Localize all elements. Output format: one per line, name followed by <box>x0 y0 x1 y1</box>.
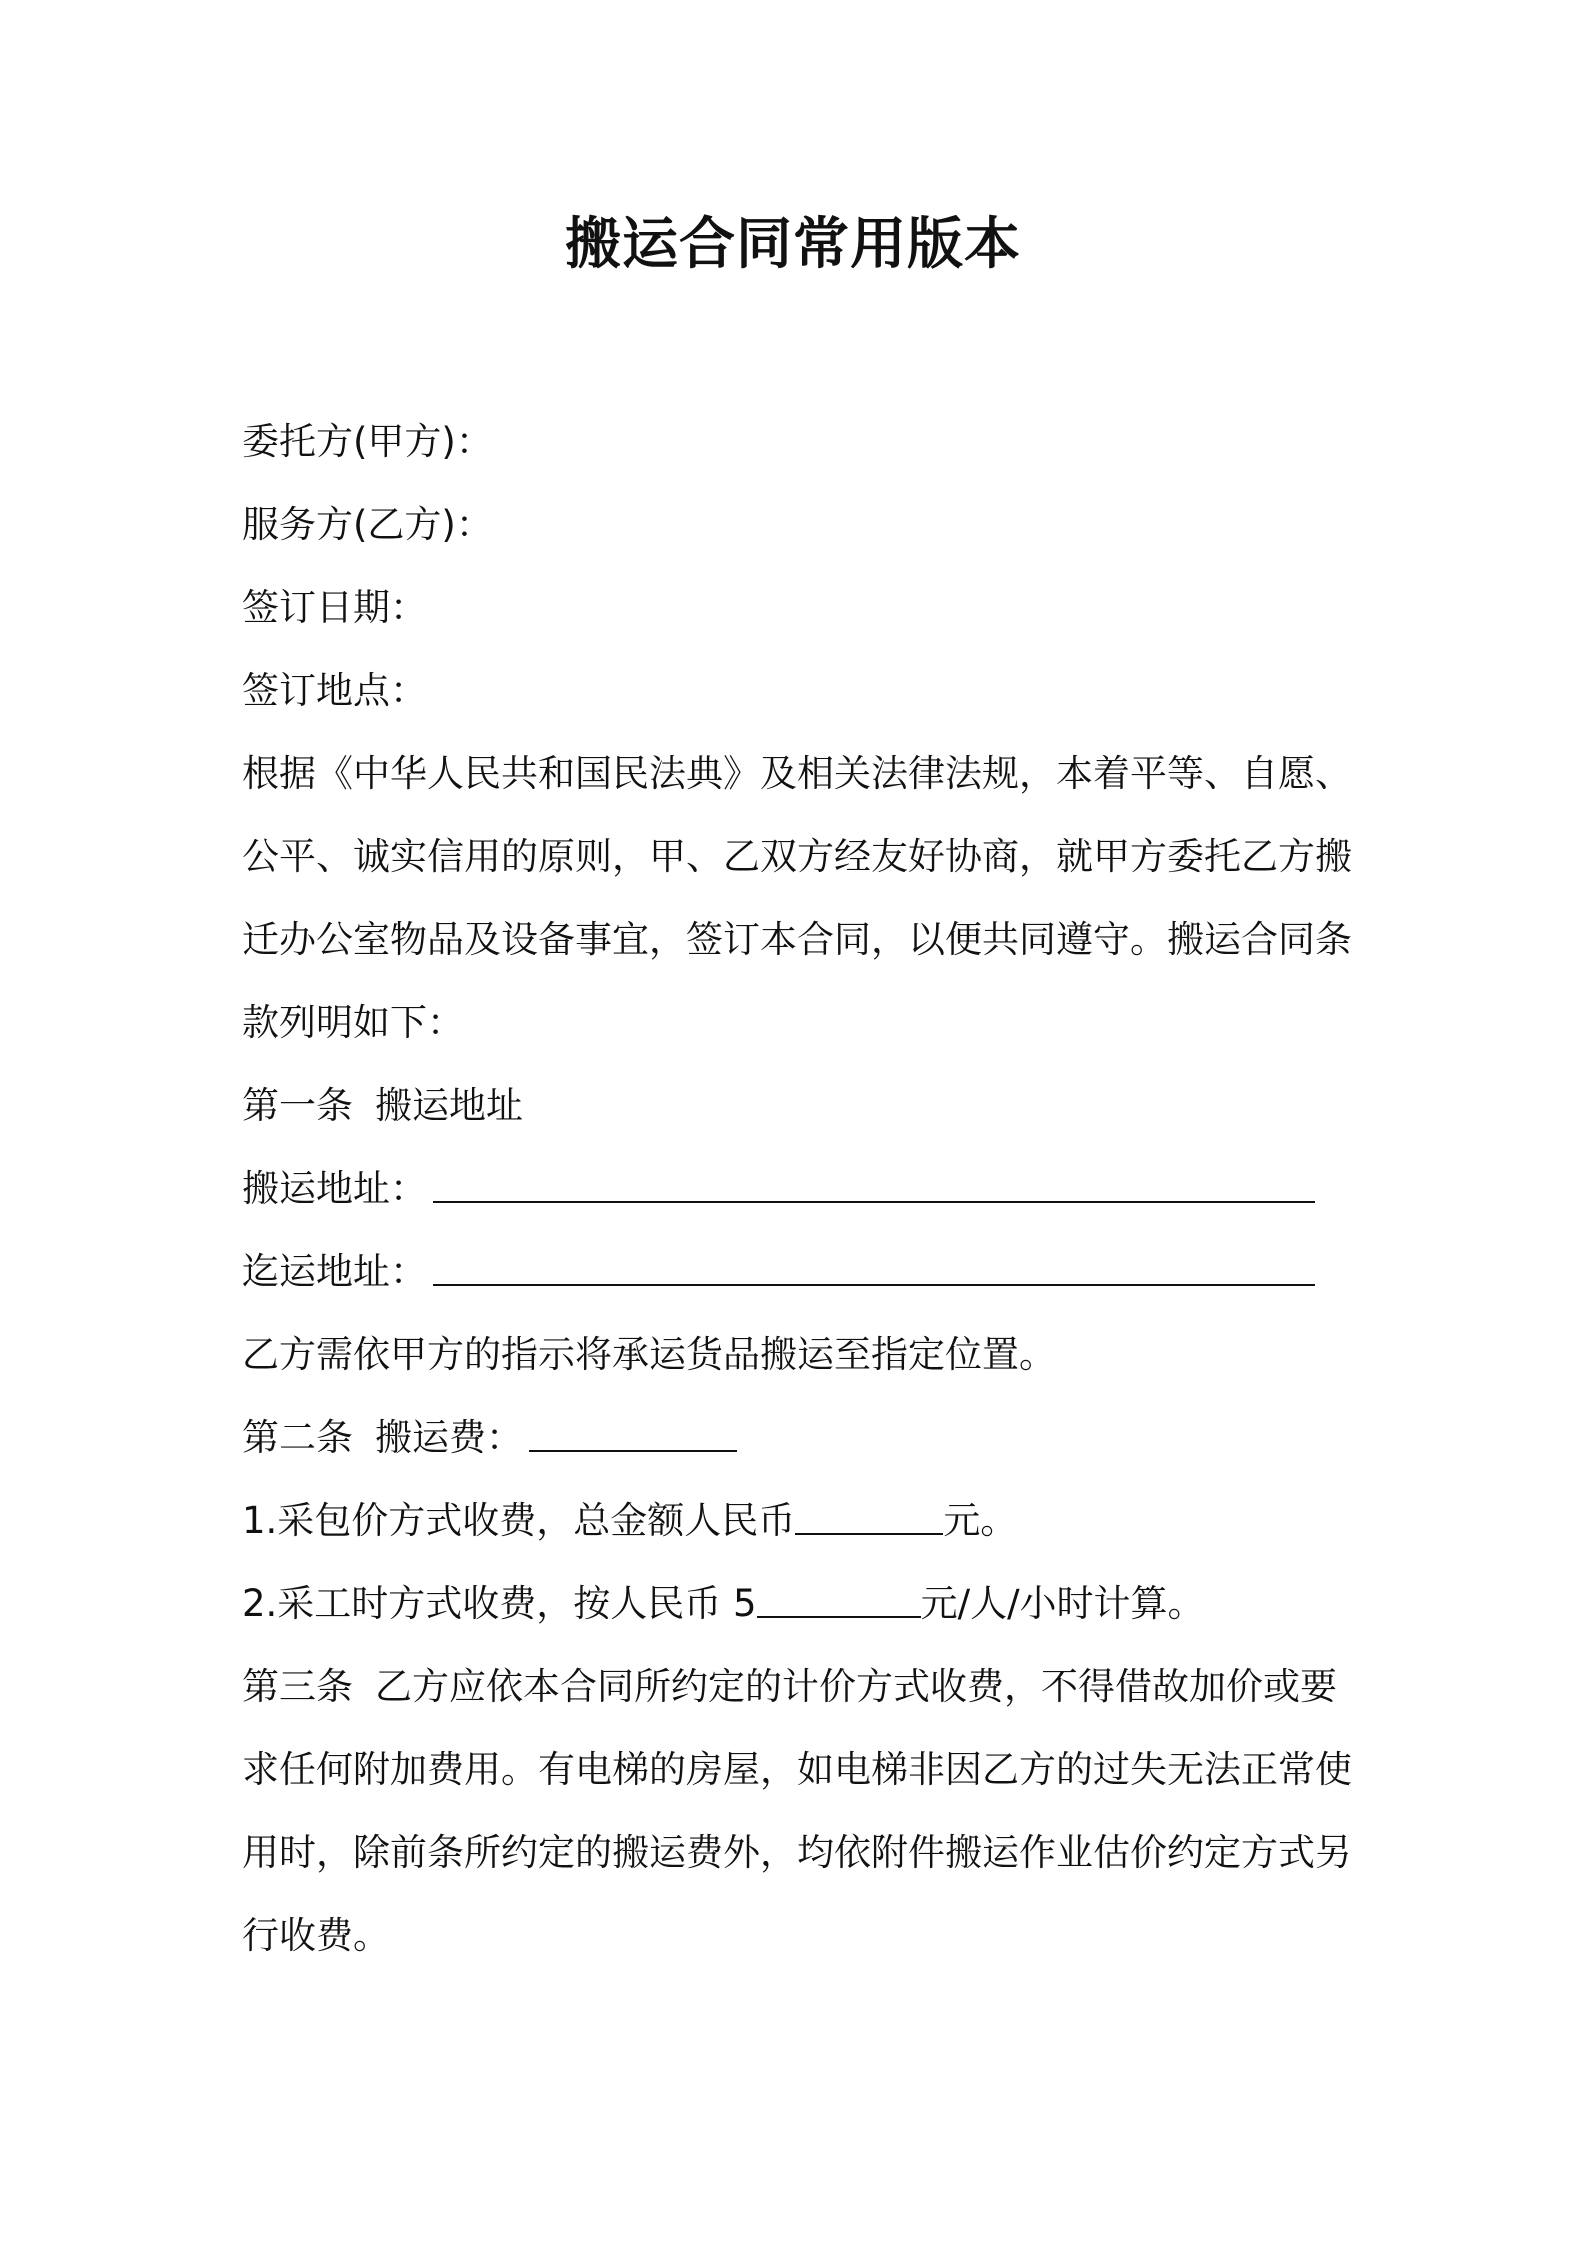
article3-number: 第三条 <box>242 1665 353 1708</box>
article2-item1 <box>242 1479 1362 1562</box>
article1-note: 乙方需依甲方的指示将承运货品搬运至指定位置。 <box>242 1333 1056 1376</box>
item2-prefix: 2.采工时方式收费，按人民币 5 <box>242 1582 757 1625</box>
from-address-line <box>242 1147 1362 1230</box>
party-b-label: 服务方(乙方)： <box>242 503 493 546</box>
party-b-line <box>242 483 1362 566</box>
sign-date-label: 签订日期： <box>242 586 427 629</box>
article2-heading <box>242 1396 1362 1479</box>
preamble-line: 根据《中华人民共和国民法典》及相关法律法规，本着平等、自愿、 <box>242 752 1352 795</box>
article3-line: 求任何附加费用。有电梯的房屋，如电梯非因乙方的过失无法正常使 <box>242 1748 1352 1791</box>
party-a-line <box>242 400 1362 483</box>
article2-title: 搬运费： <box>375 1416 523 1459</box>
preamble-line: 公平、诚实信用的原则，甲、乙双方经友好协商，就甲方委托乙方搬 <box>242 835 1352 878</box>
article3-line: 用时，除前条所约定的搬运费外，均依附件搬运作业估价约定方式另 <box>242 1831 1352 1874</box>
article2-item2 <box>242 1562 1362 1645</box>
from-address-label: 搬运地址： <box>242 1167 427 1210</box>
sign-place-line <box>242 649 1362 732</box>
preamble-line: 迁办公室物品及设备事宜，签订本合同，以便共同遵守。搬运合同条 <box>242 918 1352 961</box>
hourly-rate-blank[interactable] <box>757 1615 921 1618</box>
article3-line <box>242 1645 1362 1728</box>
preamble-line: 款列明如下： <box>242 1001 464 1044</box>
party-a-label: 委托方(甲方)： <box>242 420 493 463</box>
sign-date-line <box>242 566 1362 649</box>
fee-blank[interactable] <box>529 1449 737 1452</box>
article1-title: 搬运地址 <box>375 1084 523 1127</box>
item1-prefix: 1.采包价方式收费，总金额人民币 <box>242 1499 796 1542</box>
item1-suffix: 元。 <box>943 1499 1018 1542</box>
article2-number: 第二条 <box>242 1416 353 1459</box>
article3-line: 行收费。 <box>242 1914 390 1957</box>
document-title: 搬运合同常用版本 <box>565 212 1021 277</box>
document-body <box>242 400 1362 1977</box>
to-address-blank[interactable] <box>433 1283 1315 1286</box>
article1-heading <box>242 1064 1362 1147</box>
to-address-line <box>242 1230 1362 1313</box>
article3-text: 乙方应依本合同所约定的计价方式收费，不得借故加价或要 <box>375 1665 1337 1708</box>
total-amount-blank[interactable] <box>795 1532 943 1535</box>
sign-place-label: 签订地点： <box>242 669 427 712</box>
article1-number: 第一条 <box>242 1084 353 1127</box>
item2-suffix: 元/人/小时计算。 <box>920 1582 1205 1625</box>
to-address-label: 迄运地址： <box>242 1250 427 1293</box>
from-address-blank[interactable] <box>433 1200 1315 1203</box>
